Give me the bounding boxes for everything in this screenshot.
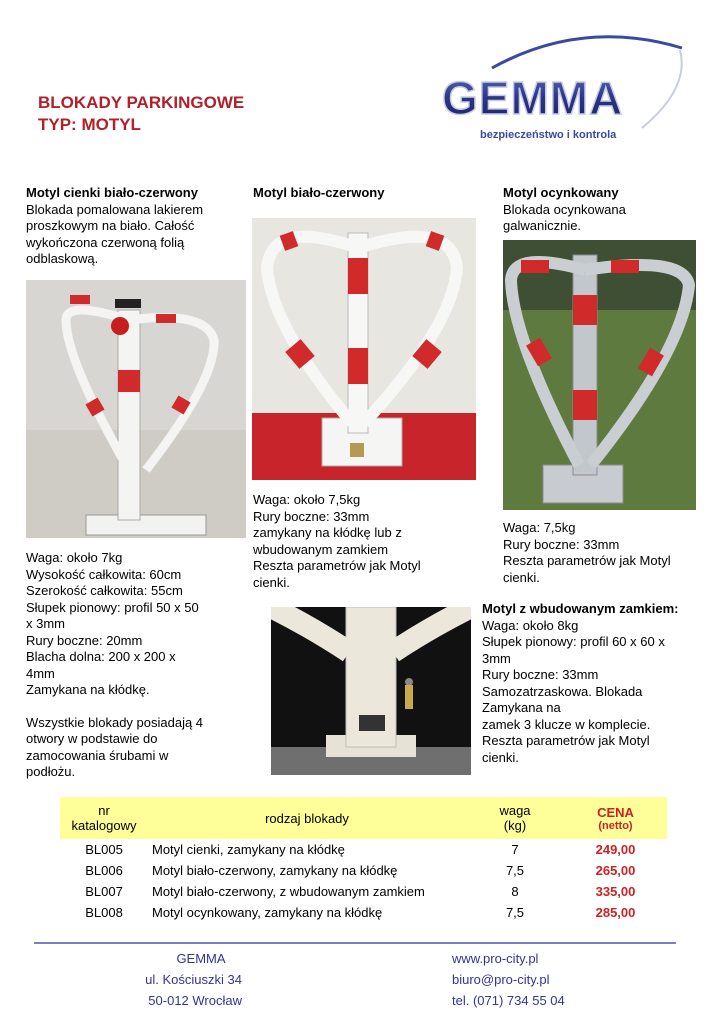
spec-line: zamykany na kłódkę lub z: [253, 525, 402, 540]
photo-motyl-bialo-czerwony: [252, 218, 476, 480]
footer-address: [120, 948, 242, 1011]
col1-specs: [26, 550, 251, 781]
spec-line: Waga: 7,5kg: [503, 520, 576, 535]
note-line: podłożu.: [26, 764, 76, 779]
spec-line: x 3mm: [26, 616, 65, 631]
cell-nr: BL005: [85, 842, 123, 857]
spec-line: cienki.: [503, 569, 540, 585]
header-nr: nr katalogowy: [60, 797, 148, 839]
cell-weight: 7,5: [505, 863, 525, 878]
spec-line: 3mm: [482, 650, 511, 666]
col1-desc-line: proszkowym na biało. Całość: [26, 218, 195, 233]
spec-line: Zamykana na kłódkę.: [26, 682, 150, 697]
spec-line: Reszta parametrów jak Motyl: [482, 733, 650, 748]
title-line-2: TYP: MOTYL: [38, 115, 141, 134]
cell-type: Motyl cienki, zamykany na kłódkę: [152, 842, 345, 857]
spec-line: Rury boczne: 33mm: [482, 667, 599, 682]
footer-divider: [34, 942, 676, 944]
cell-weight: 8: [511, 884, 519, 899]
table-row: [60, 881, 667, 902]
col1-desc-line: Blokada pomalowana lakierem: [26, 201, 204, 217]
table-header-row: [60, 797, 667, 839]
gemma-logo: [432, 28, 690, 148]
price-table: [60, 797, 667, 923]
cell-nr: BL008: [85, 905, 123, 920]
photo-motyl-cienki: [26, 280, 246, 538]
cell-price: 335,00: [595, 884, 636, 899]
spec-line: zamek 3 klucze w komplecie.: [482, 716, 651, 732]
title-line-1: BLOKADY PARKINGOWE: [38, 93, 245, 112]
photo-motyl-ocynkowany: [503, 240, 696, 510]
cell-weight: 7: [511, 842, 519, 857]
page-title: [38, 92, 244, 136]
footer-company: GEMMA: [176, 951, 226, 966]
footer-email-link[interactable]: biuro@pro-city.pl: [452, 972, 550, 987]
spec-line: wbudowanym zamkiem: [253, 541, 389, 557]
col3-text-top: [503, 185, 703, 235]
spec-line: Waga: około 7kg: [26, 550, 123, 565]
footer-phone: tel. (071) 734 55 04: [452, 993, 565, 1008]
spec-line: Szerokość całkowita: 55cm: [26, 583, 183, 598]
col2-heading: Motyl biało-czerwony: [253, 185, 385, 200]
footer-contact: [452, 948, 565, 1011]
note-line: otwory w podstawie do: [26, 731, 158, 746]
col2-specs: [253, 492, 478, 591]
header-price: CENA (netto): [564, 797, 667, 839]
col1-desc-line: wykończona czerwoną folią: [26, 234, 185, 250]
table-row: [60, 902, 667, 923]
footer-website-link[interactable]: www.pro-city.pl: [452, 951, 539, 966]
cell-type: Motyl ocynkowany, zamykany na kłódkę: [152, 905, 383, 920]
footer-city: 50-012 Wrocław: [148, 993, 242, 1008]
col4-text: [482, 601, 712, 766]
spec-line: Blacha dolna: 200 x 200 x: [26, 649, 176, 664]
spec-line: Waga: około 8kg: [482, 617, 579, 633]
spec-line: Słupek pionowy: profil 60 x 60 x: [482, 634, 665, 649]
cell-price: 265,00: [595, 863, 636, 878]
col3-desc-line: Blokada ocynkowana: [503, 201, 626, 217]
cell-nr: BL007: [85, 884, 123, 899]
cell-price: 285,00: [595, 905, 636, 920]
spec-line: Waga: około 7,5kg: [253, 492, 361, 507]
col1-text-top: [26, 185, 246, 268]
footer-street: ul. Kościuszki 34: [145, 972, 242, 987]
svg-text:GEMMA: GEMMA: [442, 72, 624, 124]
header-weight: waga (kg): [466, 797, 564, 839]
svg-text:bezpieczeństwo i kontrola: bezpieczeństwo i kontrola: [480, 129, 617, 141]
table-row: [60, 839, 667, 860]
spec-line: Reszta parametrów jak Motyl: [253, 558, 421, 573]
spec-line: cienki.: [253, 574, 290, 590]
col3-heading: Motyl ocynkowany: [503, 185, 619, 200]
col3-desc-line: galwanicznie.: [503, 218, 582, 233]
note-line: Wszystkie blokady posiadają 4: [26, 714, 204, 730]
col1-desc-line: odblaskową.: [26, 251, 99, 266]
note-line: zamocowania śrubami w: [26, 747, 169, 763]
spec-line: Rury boczne: 33mm: [503, 536, 620, 552]
spec-line: Samozatrzaskowa. Blokada: [482, 683, 643, 699]
spec-line: Wysokość całkowita: 60cm: [26, 566, 182, 582]
cell-weight: 7,5: [505, 905, 525, 920]
spec-line: Słupek pionowy: profil 50 x 50: [26, 599, 199, 615]
spec-line: Reszta parametrów jak Motyl: [503, 553, 671, 568]
spec-line: Rury boczne: 33mm: [253, 508, 370, 524]
spec-line: Rury boczne: 20mm: [26, 632, 143, 648]
col4-heading: Motyl z wbudowanym zamkiem:: [482, 601, 679, 616]
spec-line: Zamykana na: [482, 700, 561, 715]
cell-type: Motyl biało-czerwony, z wbudowanym zamkiem: [152, 884, 425, 899]
table-row: [60, 860, 667, 881]
cell-type: Motyl biało-czerwony, zamykany na kłódkę: [152, 863, 398, 878]
photo-lock-closeup: [271, 607, 471, 775]
header-type: rodzaj blokady: [148, 797, 466, 839]
cell-nr: BL006: [85, 863, 123, 878]
cell-price: 249,00: [595, 842, 636, 857]
spec-line: cienki.: [482, 749, 519, 765]
spec-line: 4mm: [26, 665, 55, 681]
col3-specs: [503, 520, 713, 586]
col1-heading: Motyl cienki biało-czerwony: [26, 185, 198, 200]
